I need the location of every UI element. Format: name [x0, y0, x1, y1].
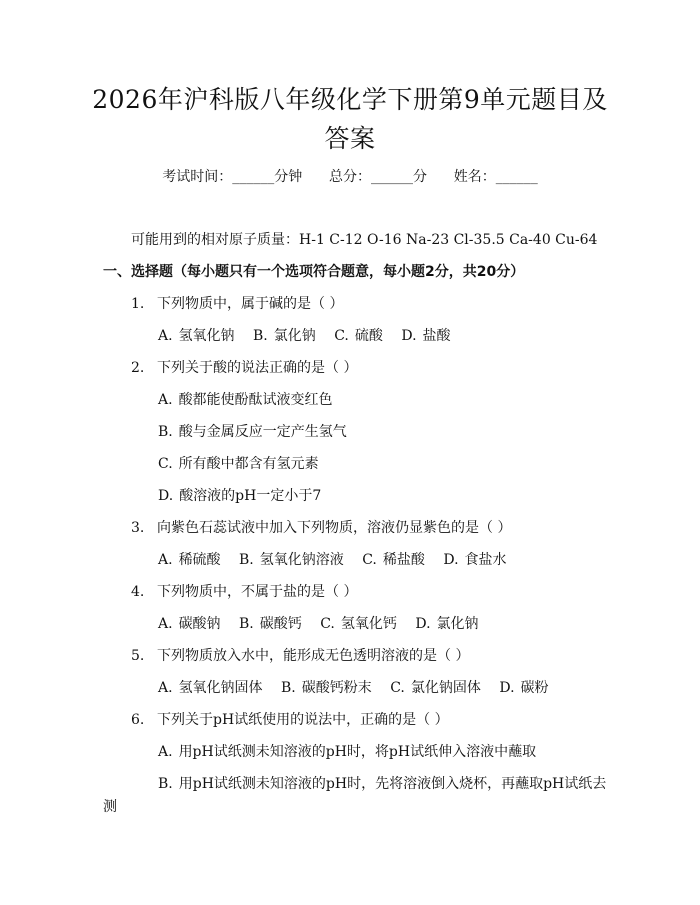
- question-2-option-d: D. 酸溶液的pH一定小于7: [158, 488, 322, 504]
- question-3-options: [158, 549, 521, 569]
- question-text: 向紫色石蕊试液中加入下列物质，溶液仍显紫色的是（ ）: [157, 520, 512, 536]
- question-number: 2.: [131, 360, 145, 376]
- option-a: A. 氢氧化钠: [158, 328, 235, 344]
- question-number: 3.: [131, 520, 145, 536]
- option-a: A. 碳酸钠: [158, 616, 221, 632]
- question-5-stem: [131, 645, 469, 665]
- question-text: 下列物质放入水中，能形成无色透明溶液的是（ ）: [157, 648, 470, 664]
- question-3-stem: [131, 517, 511, 537]
- time-blank: ______: [232, 169, 275, 185]
- question-number: 4.: [131, 584, 145, 600]
- time-label: 考试时间：: [162, 169, 233, 185]
- question-number: 6.: [131, 712, 145, 728]
- question-2-option-c: C. 所有酸中都含有氢元素: [158, 456, 319, 472]
- name-blank: ______: [495, 169, 538, 185]
- question-5-options: [158, 677, 563, 697]
- option-d: D. 氯化钠: [415, 616, 479, 632]
- question-1-stem: [131, 293, 343, 313]
- option-b: B. 氯化钠: [253, 328, 316, 344]
- question-1-options: [158, 325, 465, 345]
- option-a: A. 稀硫酸: [158, 552, 221, 568]
- question-number: 1.: [131, 296, 145, 312]
- option-d: D. 盐酸: [401, 328, 451, 344]
- section-heading: 一、选择题（每小题只有一个选项符合题意，每小题2分，共20分）: [103, 264, 525, 280]
- page-title: 2026年沪科版八年级化学下册第9单元题目及答案: [92, 85, 608, 153]
- option-b: B. 碳酸钙: [239, 616, 302, 632]
- option-c: C. 硫酸: [334, 328, 383, 344]
- score-label: 总分：: [329, 169, 371, 185]
- question-6-option-a: A. 用pH试纸测未知溶液的pH时，将pH试纸伸入溶液中蘸取: [158, 744, 537, 760]
- question-4-options: [158, 613, 493, 633]
- name-label: 姓名：: [453, 169, 496, 185]
- question-text: 下列物质中，属于碱的是（ ）: [157, 296, 344, 312]
- option-b: B. 氢氧化钠溶液: [239, 552, 344, 568]
- question-2-option-b: B. 酸与金属反应一定产生氢气: [158, 424, 347, 440]
- option-d: D. 食盐水: [443, 552, 507, 568]
- option-c: C. 氢氧化钙: [320, 616, 397, 632]
- exam-info-line: [0, 166, 700, 186]
- atomic-masses-note: 可能用到的相对原子质量：H-1 C-12 O-16 Na-23 Cl-35.5 Ca-40 Cu-64: [131, 232, 598, 248]
- question-2-option-a: A. 酸都能使酚酞试液变红色: [158, 392, 333, 408]
- option-d: D. 碳粉: [499, 680, 549, 696]
- question-text: 下列关于酸的说法正确的是（ ）: [157, 360, 358, 376]
- time-unit: 分钟: [274, 169, 303, 185]
- question-text: 下列关于pH试纸使用的说法中，正确的是（ ）: [157, 712, 449, 728]
- score-unit: 分: [413, 169, 427, 185]
- option-b: B. 碳酸钙粉末: [281, 680, 372, 696]
- question-2-stem: [131, 357, 357, 377]
- option-c: C. 稀盐酸: [362, 552, 425, 568]
- question-6-option-b-continuation: 测: [103, 799, 117, 815]
- score-blank: ______: [371, 169, 413, 185]
- option-a: A. 氢氧化钠固体: [158, 680, 263, 696]
- option-c: C. 氯化钠固体: [390, 680, 481, 696]
- question-6-option-b: B. 用pH试纸测未知溶液的pH时，先将溶液倒入烧杯，再蘸取pH试纸去: [158, 776, 607, 792]
- question-text: 下列物质中，不属于盐的是（ ）: [157, 584, 358, 600]
- question-6-stem: [131, 709, 449, 729]
- question-number: 5.: [131, 648, 145, 664]
- question-4-stem: [131, 581, 357, 601]
